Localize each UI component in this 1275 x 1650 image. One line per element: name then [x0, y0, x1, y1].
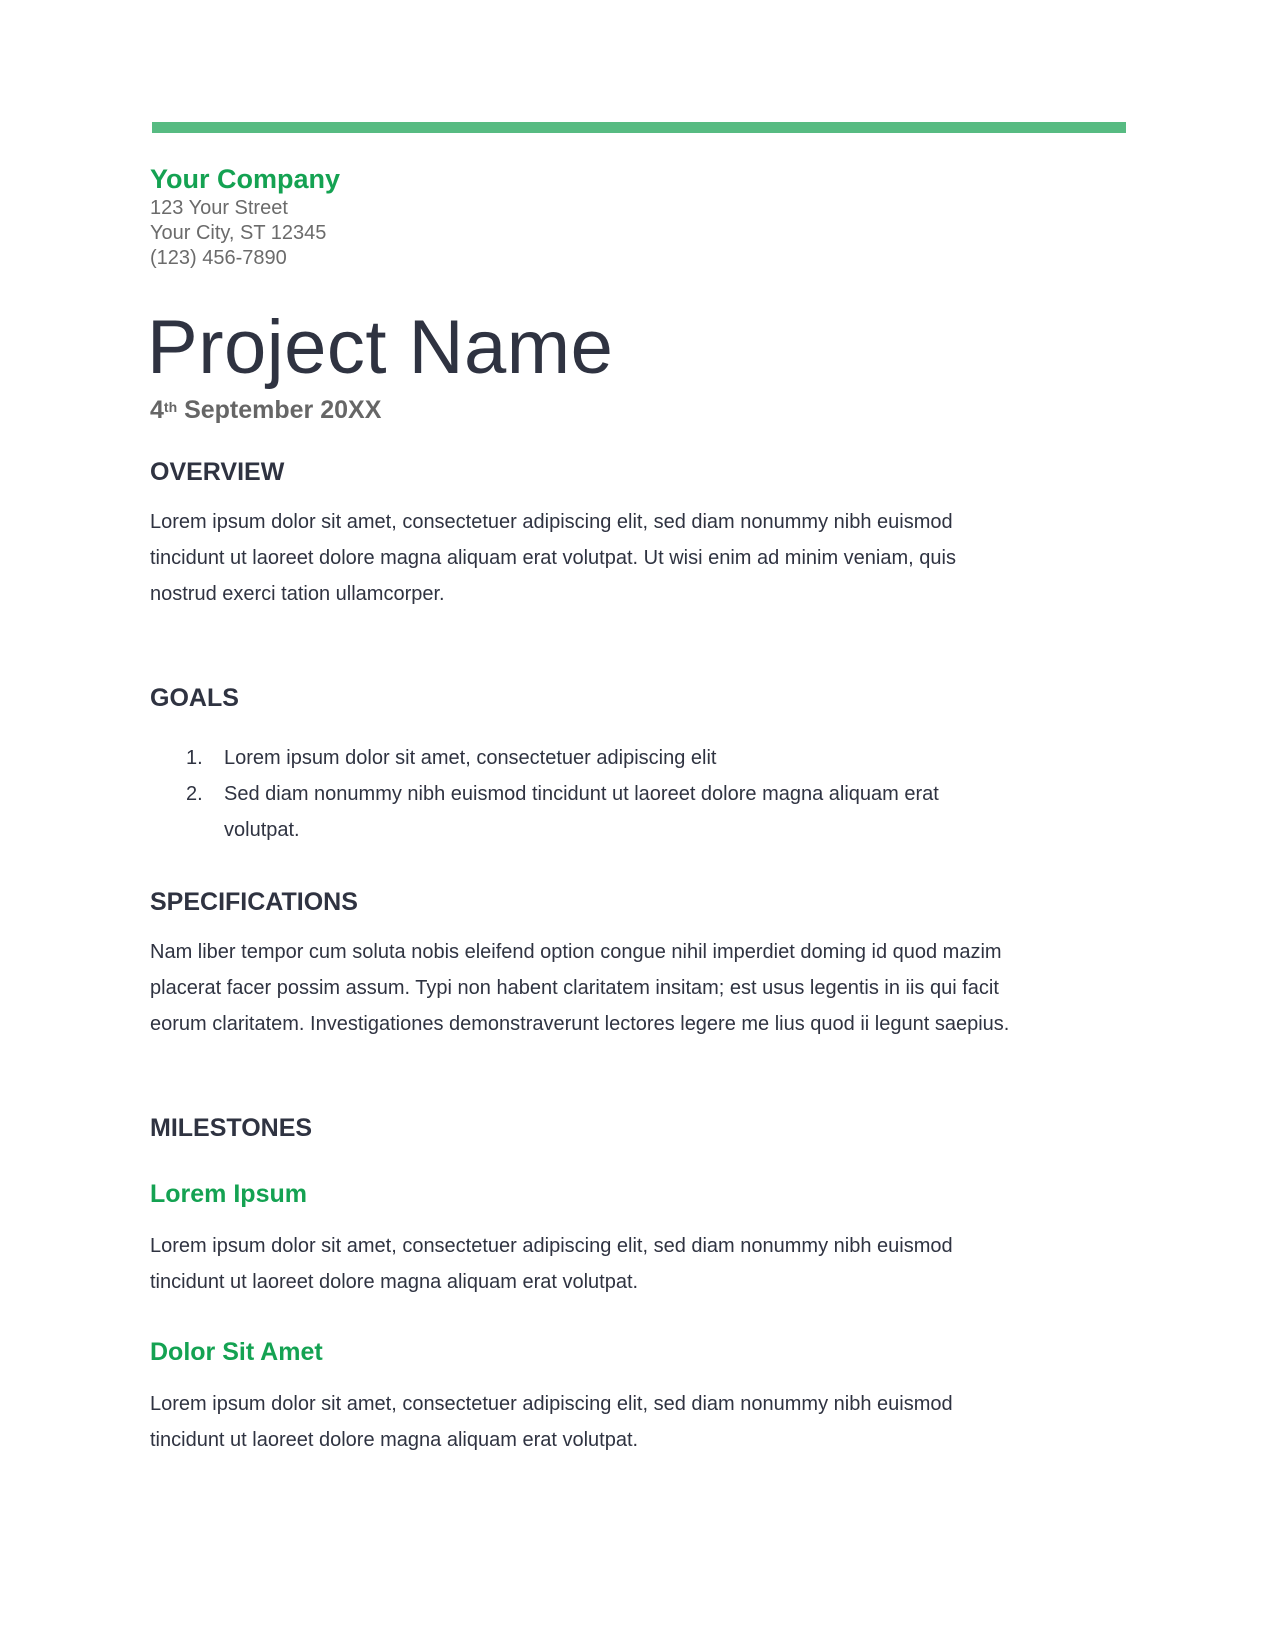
project-date	[150, 394, 381, 426]
project-date-day: 4	[150, 396, 164, 424]
project-date-suffix: th	[163, 399, 178, 415]
milestone-line: tincidunt ut laoreet dolore magna aliquam erat volutpat.	[150, 1271, 639, 1293]
project-title: Project Name	[147, 305, 614, 390]
project-date-rest: September 20XX	[177, 396, 382, 424]
header-accent-rule	[152, 122, 1126, 133]
specifications-line: Nam liber tempor cum soluta nobis eleifend option congue nihil imperdiet doming id quod mazim	[150, 941, 1002, 963]
milestone-line: Lorem ipsum dolor sit amet, consectetuer adipiscing elit, sed diam nonummy nibh euismod	[150, 1393, 953, 1415]
goals-list	[150, 740, 1125, 848]
milestone-line: Lorem ipsum dolor sit amet, consectetuer adipiscing elit, sed diam nonummy nibh euismod	[150, 1235, 953, 1257]
overview-line: Lorem ipsum dolor sit amet, consectetuer adipiscing elit, sed diam nonummy nibh euismod	[150, 511, 953, 533]
goal-number: 1.	[186, 747, 203, 769]
overview-line: nostrud exerci tation ullamcorper.	[150, 583, 445, 605]
goals-heading: GOALS	[150, 684, 239, 712]
goal-text-line: Lorem ipsum dolor sit amet, consectetuer adipiscing elit	[224, 747, 717, 769]
specifications-line: placerat facer possim assum. Typi non habent claritatem insitam; est usus legentis in iis qui facit	[150, 977, 999, 999]
goal-text-line: volutpat.	[224, 819, 300, 841]
goal-text-line: Sed diam nonummy nibh euismod tincidunt ut laoreet dolore magna aliquam erat	[224, 783, 939, 805]
milestone-text	[150, 1228, 1135, 1300]
goal-item	[150, 740, 1125, 776]
milestones-heading: MILESTONES	[150, 1114, 313, 1142]
specifications-line: eorum claritatem. Investigationes demonstraverunt lectores legere me lius quod ii legunt saepius.	[150, 1013, 1010, 1035]
specifications-text	[150, 934, 1135, 1042]
specifications-heading: SPECIFICATIONS	[150, 888, 358, 916]
company-street: 123 Your Street	[150, 197, 288, 219]
milestone-title: Lorem Ipsum	[150, 1180, 307, 1208]
milestone-line: tincidunt ut laoreet dolore magna aliquam erat volutpat.	[150, 1429, 639, 1451]
company-name: Your Company	[150, 164, 341, 194]
document-page	[147, 0, 1125, 1650]
milestone-title: Dolor Sit Amet	[150, 1338, 323, 1366]
company-city: Your City, ST 12345	[150, 222, 327, 244]
overview-text	[150, 504, 1135, 612]
goal-item	[150, 776, 1125, 848]
overview-line: tincidunt ut laoreet dolore magna aliquam erat volutpat. Ut wisi enim ad minim veniam, quis	[150, 547, 956, 569]
milestone-text	[150, 1386, 1135, 1458]
company-address	[150, 196, 326, 271]
goal-number: 2.	[186, 783, 203, 805]
overview-heading: OVERVIEW	[150, 458, 285, 486]
company-phone: (123) 456-7890	[150, 247, 287, 269]
